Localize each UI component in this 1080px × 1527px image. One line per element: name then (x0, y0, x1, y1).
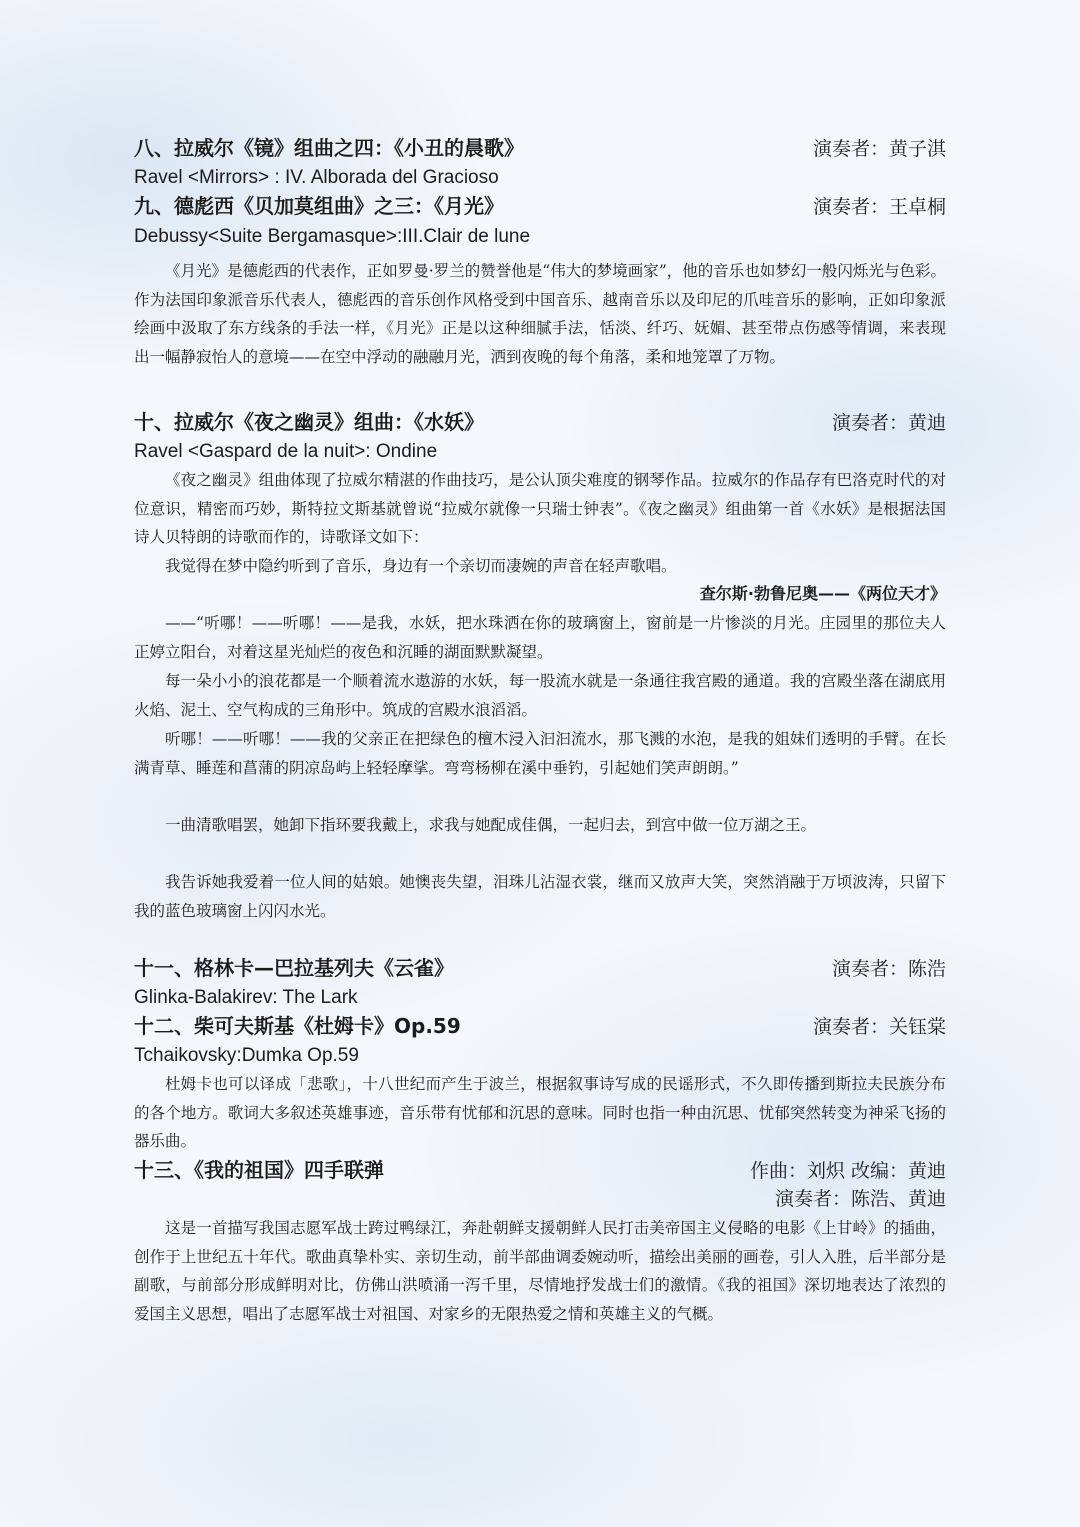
piece-10-performer: 演奏者：黄迪 (831, 412, 946, 434)
piece-12-title: 十二、柴可夫斯基《杜姆卡》Op.59 (134, 1014, 461, 1038)
piece-8-header (134, 134, 946, 163)
piece-13-title: 十三、《我的祖国》四手联弹 (134, 1158, 384, 1182)
piece-9-header (134, 192, 946, 221)
piece-9-performer: 演奏者：王卓桐 (812, 196, 946, 218)
piece-11-title: 十一、格林卡—巴拉基列夫《云雀》 (134, 956, 454, 980)
piece-8-performer: 演奏者：黄子淇 (812, 138, 946, 160)
piece-9-title: 九、德彪西《贝加莫组曲》之三：《月光》 (134, 194, 504, 218)
piece-10-header (134, 408, 946, 437)
piece-10-poem-stanza-4: 一曲清歌唱罢，她卸下指环要我戴上，求我与她配成佳偶，一起归去，到宫中做一位万湖之王。 (165, 816, 817, 834)
piece-11-performer: 演奏者：陈浩 (831, 958, 946, 980)
piece-12-header (134, 1012, 946, 1041)
piece-11-header (134, 954, 946, 983)
piece-10-citation: 查尔斯·勃鲁尼奥——《两位天才》 (699, 584, 946, 603)
piece-13-performer: 演奏者：陈浩、黄迪 (774, 1188, 946, 1210)
piece-9-description: 《月光》是德彪西的代表作，正如罗曼·罗兰的赞誉他是“伟大的梦境画家”，他的音乐也如梦幻一般闪烁光与色彩。作为法国印象派音乐代表人，德彪西的音乐创作风格受到中国音乐、越南音乐以及印尼的爪哇音乐的影响，正如印象派绘画中汲取了东方线条的手法一样，《月光》正是以这种细腻手法，恬淡、纤巧、妩媚、甚至带点伤感等情调，来表现出一幅静寂怡人的意境——在空中浮动的融融月光，洒到夜晚的每个角落，柔和地笼罩了万物。 (134, 262, 946, 366)
piece-10-poem-stanza-2: 每一朵小小的浪花都是一个顺着流水遨游的水妖，每一股流水就是一条通往我宫殿的通道。我的宫殿坐落在湖底用火焰、泥土、空气构成的三角形中。筑成的宫殿水浪滔滔。 (134, 672, 946, 719)
piece-10-poem-stanza-5: 我告诉她我爱着一位人间的姑娘。她懊丧失望，泪珠儿沾湿衣裳，继而又放声大笑，突然消融于万顷波涛，只留下我的蓝色玻璃窗上闪闪水光。 (134, 873, 946, 920)
piece-9-english-title: Debussy<Suite Bergamasque>:III.Clair de lune (134, 226, 531, 247)
piece-13-header (134, 1156, 946, 1185)
piece-10-title: 十、拉威尔《夜之幽灵》组曲：《水妖》 (134, 410, 484, 434)
piece-10-poem-stanza-3: 听哪！——听哪！——我的父亲正在把绿色的檀木浸入汩汩流水，那飞溅的水泡，是我的姐妹们透明的手臂。在长满青草、睡莲和菖蒲的阴凉岛屿上轻轻摩挲。弯弯杨柳在溪中垂钓，引起她们笑声朗朗。” (134, 730, 946, 777)
piece-10-poem-intro: 我觉得在梦中隐约听到了音乐，身边有一个亲切而凄婉的声音在轻声歌唱。 (165, 557, 677, 575)
piece-8-english-title: Ravel <Mirrors> : IV. Alborada del Gracioso (134, 167, 499, 188)
piece-13-credits: 作曲：刘炽 改编：黄迪 (749, 1160, 946, 1182)
piece-12-performer: 演奏者：关钰棠 (812, 1016, 946, 1038)
piece-8-title: 八、拉威尔《镜》组曲之四：《小丑的晨歌》 (134, 136, 524, 160)
piece-10-english-title: Ravel <Gaspard de la nuit>: Ondine (134, 441, 438, 462)
piece-12-description: 杜姆卡也可以译成「悲歌」，十八世纪而产生于波兰，根据叙事诗写成的民谣形式，不久即传播到斯拉夫民族分布的各个地方。歌词大多叙述英雄事迹，音乐带有忧郁和沉思的意味。同时也指一种由沉思、忧郁突然转变为神采飞扬的器乐曲。 (134, 1075, 946, 1151)
piece-13-description: 这是一首描写我国志愿军战士跨过鸭绿江，奔赴朝鲜支援朝鲜人民打击美帝国主义侵略的电影《上甘岭》的插曲，创作于上世纪五十年代。歌曲真挚朴实、亲切生动，前半部曲调委婉动听，描绘出美丽的画卷，引人入胜，后半部分是副歌，与前部分形成鲜明对比，仿佛山洪喷涌一泻千里，尽情地抒发战士们的激情。《我的祖国》深切地表达了浓烈的爱国主义思想，唱出了志愿军战士对祖国、对家乡的无限热爱之情和英雄主义的气概。 (134, 1219, 946, 1323)
piece-10-poem-stanza-1: ——“听哪！——听哪！——是我，水妖，把水珠洒在你的玻璃窗上，窗前是一片惨淡的月光。庄园里的那位夫人正婷立阳台，对着这星光灿烂的夜色和沉睡的湖面默默凝望。 (134, 614, 946, 661)
piece-11-english-title: Glinka-Balakirev: The Lark (134, 987, 358, 1008)
piece-10-description: 《夜之幽灵》组曲体现了拉威尔精湛的作曲技巧，是公认顶尖难度的钢琴作品。拉威尔的作品存有巴洛克时代的对位意识，精密而巧妙，斯特拉文斯基就曾说“拉威尔就像一只瑞士钟表”。《夜之幽灵》组曲第一首《水妖》是根据法国诗人贝特朗的诗歌而作的，诗歌译文如下： (134, 471, 946, 547)
piece-12-english-title: Tchaikovsky:Dumka Op.59 (134, 1045, 359, 1066)
